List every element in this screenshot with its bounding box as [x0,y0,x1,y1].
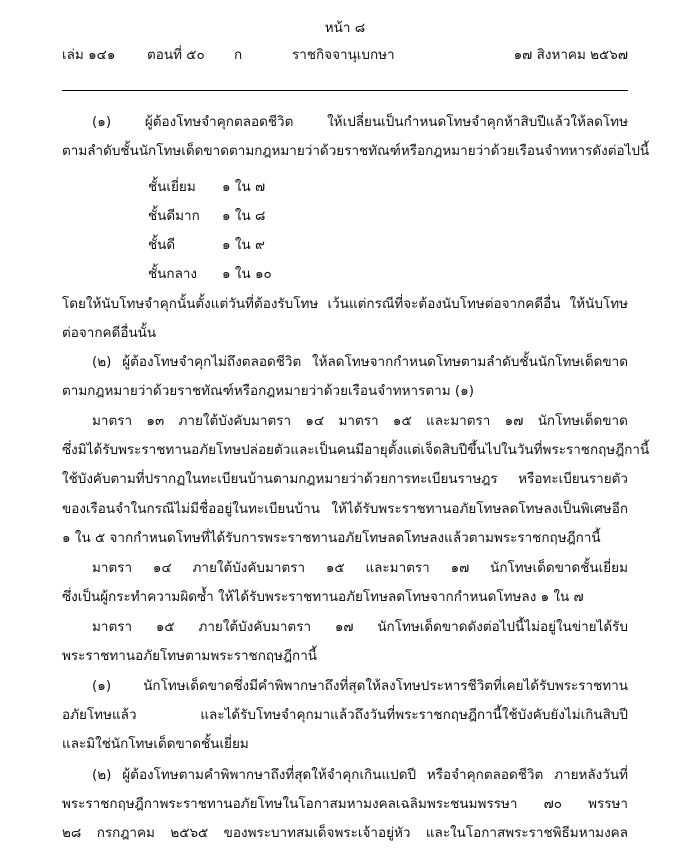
volume: เล่ม ๑๔๑ [62,47,116,63]
tier-name: ชั้นดีมาก [148,208,200,224]
word: นักโทษเด็ดขาด [537,413,628,429]
text-line [92,763,628,785]
text-line [92,556,628,578]
word: และในโอกาสพระราชพิธีมหามงคล [425,825,628,841]
word: ภายหลังวันที่ [554,767,628,783]
text-line [62,821,628,843]
tier-ratio: ๑ ใน ๗ [222,179,266,195]
text-line [92,110,628,132]
word: พระราชกฤษฎีกาพระราชทานอภัยโทษในโอกาสมหามงคลเฉลิมพระชนมพรรษา [62,796,518,812]
word: นักโทษเด็ดขาดซึ่งมีคำพิพากษาถึงที่สุดให้ลงโทษประหารชีวิตที่เคยได้รับพระราชทาน [143,678,628,694]
word: ๑๔ [152,560,172,576]
word: มาตรา [92,619,133,635]
word: ผู้ต้องโทษตามคำพิพากษาถึงที่สุดให้จำคุกเกินแปดปี [122,767,417,783]
word: และได้รับโทษจำคุกมาแล้วถึงวันที่พระราชกฤษฎีกานี้ใช้บังคับยังไม่เกินสิบปี [200,707,628,723]
word: มาตรา [338,413,379,429]
word: ๑๓ [146,413,165,429]
text-line [92,409,628,431]
word: และมาตรา [426,413,491,429]
text-line [62,139,650,161]
text-line [62,438,650,460]
text-line: และมิใช่นักโทษเด็ดขาดชั้นเยี่ยม [62,736,249,752]
word: ดังต่อไปนี้ [592,143,650,159]
word: อภัยโทษแล้ว [62,707,137,723]
word: ๒๘ [62,825,82,841]
text-line [62,703,628,725]
text-line [62,792,628,814]
word: (๒) [92,354,112,370]
word: ๑๗ [504,413,524,429]
gazette-name: ราชกิจจานุเบกษา [292,47,395,63]
word: โดยให้นับโทษจำคุกนั้นตั้งแต่วันที่ต้องรับโทษ [62,296,319,312]
text-line [92,674,628,696]
word: ๗๐ [543,796,562,812]
text-line: พระราชทานอภัยโทษตามพระราชกฤษฎีกานี้ [62,648,318,664]
word: ซึ่งมิได้รับพระราชทานอภัยโทษปล่อยตัว [62,442,291,458]
word: (๑) [92,114,112,130]
word: และมาตรา [365,560,430,576]
word: (๑) [92,678,112,694]
header-rule [62,90,628,91]
word: หรือจำคุกตลอดชีวิต [426,767,544,783]
word: กรกฎาคม [96,825,155,841]
word: ภายใต้บังคับมาตรา [192,560,306,576]
word: (๒) [92,767,112,783]
tier-ratio: ๑ ใน ๘ [222,208,266,224]
word: ให้เปลี่ยนเป็นกำหนดโทษจำคุกห้าสิบปีแล้วให้ลดโทษ [327,114,628,130]
word: ๑๕ [325,560,345,576]
word: ของพระบาทสมเด็จพระเจ้าอยู่หัว [223,825,411,841]
word: ใช้บังคับตามที่ปรากฏในทะเบียนบ้านตามกฎหมายว่าด้วยการทะเบียนราษฎร [62,471,498,487]
issue: ตอนที่ ๕๐ [147,47,205,63]
text-line [92,350,628,372]
word: ๑๕ [155,619,175,635]
word: ให้ได้รับพระราชทานอภัยโทษลดโทษลงเป็นพิเศษอีก [331,501,628,517]
word: ตามลำดับชั้นนักโทษเด็ดขาดตามกฎหมายว่าด้วยราชทัณฑ์หรือกฎหมายว่าด้วยเรือนจำทหาร [62,143,593,159]
word: นักโทษเด็ดขาดชั้นเยี่ยม [490,560,628,576]
tier-ratio: ๑ ใน ๙ [222,237,265,253]
text-line: ต่อจากคดีอื่นนั้น [62,325,157,341]
text-line: ตามกฎหมายว่าด้วยราชทัณฑ์หรือกฎหมายว่าด้วยเรือนจำทหารตาม (๑) [62,383,474,399]
word: ให้นับโทษ [569,296,628,312]
text-line [62,292,628,314]
word: ภายใต้บังคับมาตรา [178,413,292,429]
word: ๒๕๖๕ [170,825,209,841]
word: ๑๔ [305,413,325,429]
word: หรือทะเบียนรายตัว [518,471,628,487]
text-line [62,467,628,489]
page-number: หน้า ๘ [324,20,366,36]
word: ภายใต้บังคับมาตรา [198,619,312,635]
word: ๑๕ [392,413,412,429]
word: พรรษา [588,796,628,812]
tier-name: ชั้นกลาง [148,266,198,282]
word: ของเรือนจำในกรณีไม่มีชื่ออยู่ในทะเบียนบ้าน [62,501,320,517]
word: ๑๗ [450,560,470,576]
word: นักโทษเด็ดขาดดังต่อไปนี้ไม่อยู่ในข่ายได้รับ [377,619,628,635]
word: เว้นแต่กรณีที่จะต้องนับโทษต่อจากคดีอื่น [327,296,561,312]
text-line [92,615,628,637]
section: ก [234,47,243,63]
word: มาตรา [92,413,133,429]
word: ผู้ต้องโทษจำคุกไม่ถึงตลอดชีวิต [122,354,302,370]
tier-name: ชั้นเยี่ยม [148,179,196,195]
word: และเป็นคนมีอายุตั้งแต่เจ็ดสิบปีขึ้นไปในวันที่พระราชกฤษฎีกานี้ [290,442,650,458]
gazette-header [62,43,628,65]
publish-date: ๑๗ สิงหาคม ๒๕๖๗ [513,47,628,63]
word: มาตรา [92,560,133,576]
text-line [62,497,628,519]
text-line: ซึ่งเป็นผู้กระทำความผิดซ้ำ ให้ได้รับพระราชทานอภัยโทษลดโทษจากกำหนดโทษลง ๑ ใน ๗ [62,589,584,605]
tier-ratio: ๑ ใน ๑๐ [222,266,272,282]
word: ๑๗ [334,619,354,635]
text-line: ๑ ใน ๕ จากกำหนดโทษที่ได้รับการพระราชทานอภัยโทษลดโทษลงแล้วตามพระราชกฤษฎีกานี้ [62,530,601,546]
tier-name: ชั้นดี [148,237,176,253]
word: ผู้ต้องโทษจำคุกตลอดชีวิต [144,114,294,130]
word: ให้ลดโทษจากกำหนดโทษตามลำดับชั้นนักโทษเด็ดขาด [312,354,628,370]
